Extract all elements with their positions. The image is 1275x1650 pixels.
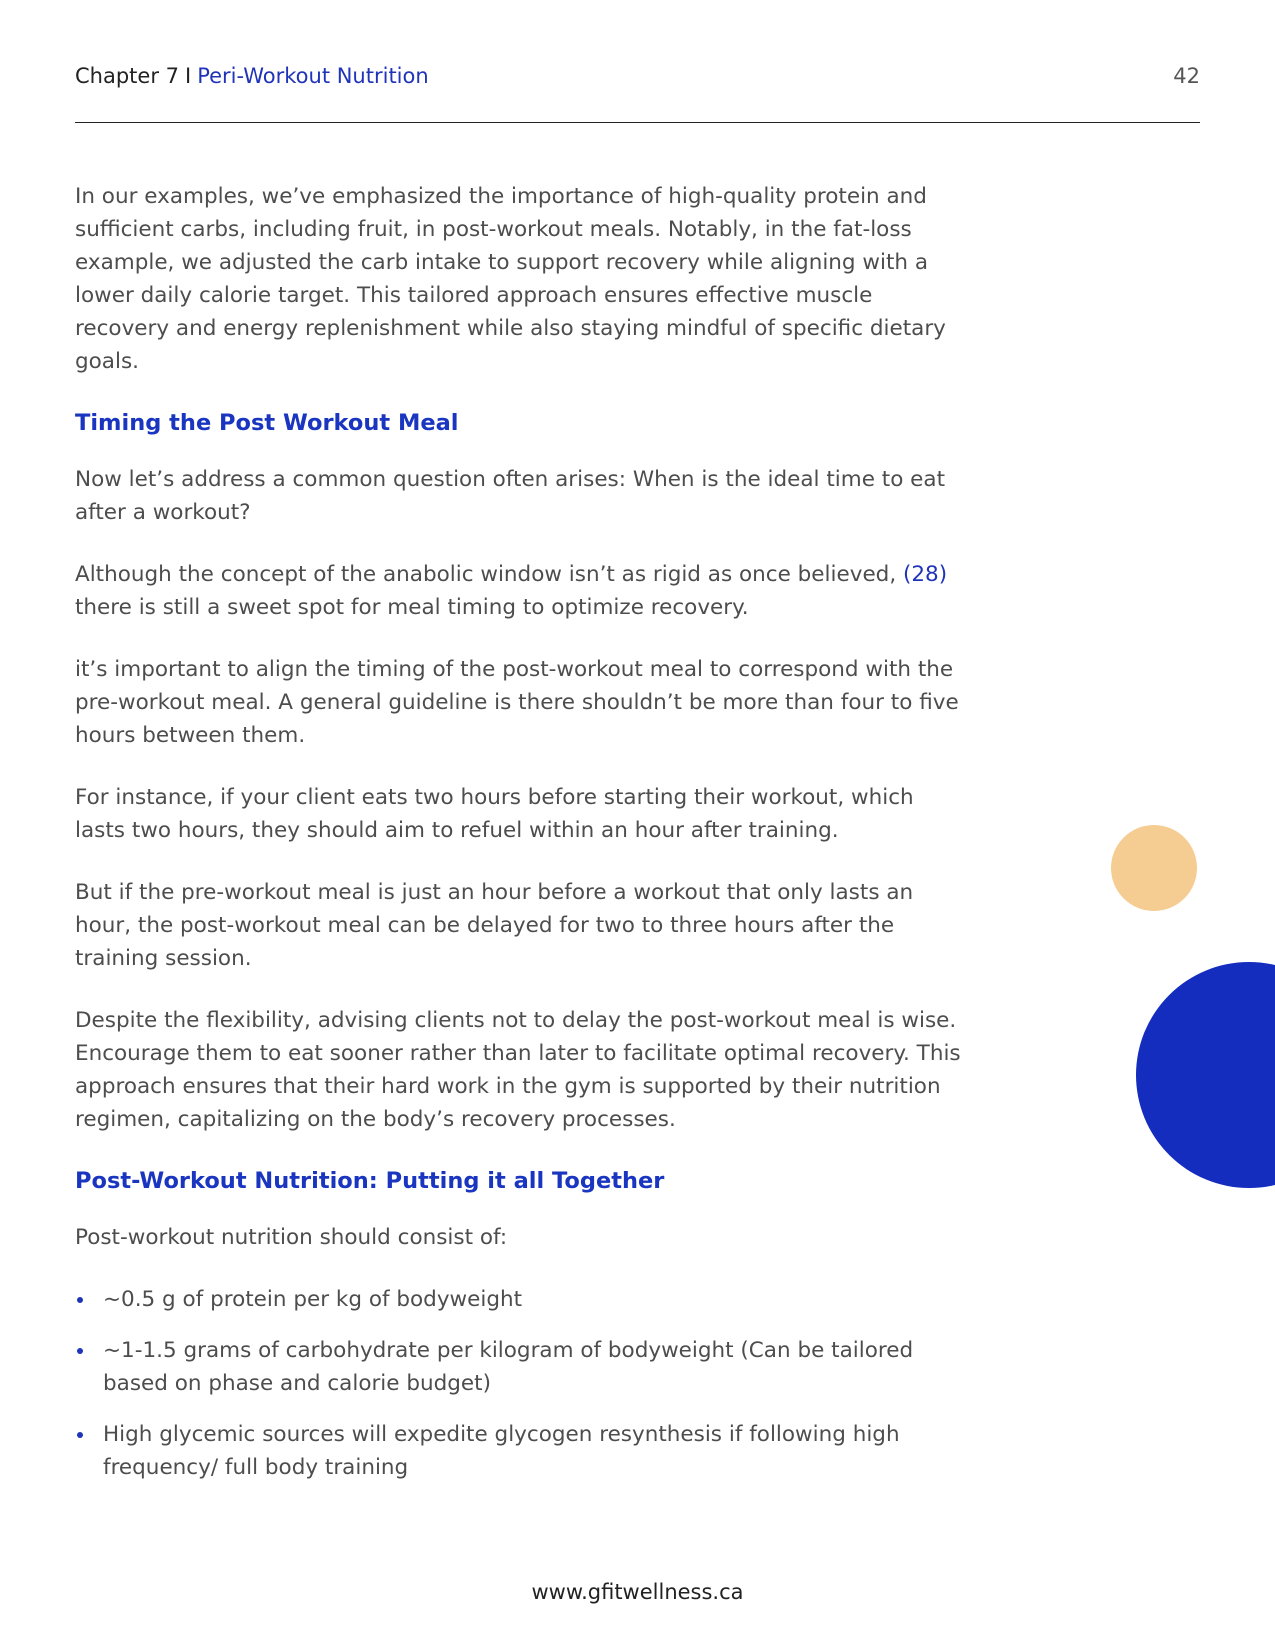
list-item-text: ~1-1.5 grams of carbohydrate per kilogram of bodyweight (Can be tailored based on phase and calorie budget)	[103, 1338, 914, 1396]
paragraph: Post-workout nutrition should consist of:	[75, 1225, 508, 1250]
header-divider	[75, 122, 1200, 123]
nutrition-bullet-list	[75, 1283, 970, 1484]
decorative-orange-circle	[1111, 825, 1197, 911]
citation-link[interactable]: (28)	[902, 562, 948, 587]
paragraph: For instance, if your client eats two hours before starting their workout, which lasts two hours, they should aim to refuel within an hour after training.	[75, 785, 914, 843]
section-heading-timing: Timing the Post Workout Meal	[75, 410, 459, 436]
chapter-label: Chapter 7	[75, 64, 179, 88]
page-content	[75, 180, 970, 1502]
footer-url: www.gfitwellness.ca	[531, 1580, 744, 1604]
paragraph-text: there is still a sweet spot for meal timing to optimize recovery.	[75, 595, 749, 620]
paragraph: Despite the flexibility, advising clients not to delay the post-workout meal is wise. Encourage them to eat sooner rather than later to facilitate optimal recovery. This approach ensures that their hard work in the gym is supported by their nutrition regimen, capitalizing on the body’s recovery processes.	[75, 1008, 961, 1132]
decorative-blue-circle	[1136, 962, 1275, 1188]
paragraph: But if the pre-workout meal is just an hour before a workout that only lasts an hour, the post-workout meal can be delayed for two to three hours after the training session.	[75, 880, 914, 971]
bullet-icon	[77, 1297, 83, 1303]
page-header	[75, 62, 1200, 90]
intro-paragraph: In our examples, we’ve emphasized the importance of high-quality protein and sufficient carbs, including fruit, in post-workout meals. Notably, in the fat-loss example, we adjusted the carb intake to support recovery while aligning with a lower daily calorie target. This tailored approach ensures effective muscle recovery and energy replenishment while also staying mindful of specific dietary goals.	[75, 184, 946, 374]
list-item-text: ~0.5 g of protein per kg of bodyweight	[103, 1287, 523, 1312]
section-heading-putting-together: Post-Workout Nutrition: Putting it all Together	[75, 1168, 665, 1194]
paragraph: Now let’s address a common question often arises: When is the ideal time to eat after a workout?	[75, 467, 946, 525]
chapter-title: Peri-Workout Nutrition	[197, 64, 429, 88]
list-item-text: High glycemic sources will expedite glycogen resynthesis if following high frequency/ full body training	[103, 1422, 900, 1480]
header-separator: I	[185, 64, 192, 88]
list-item	[75, 1283, 970, 1316]
paragraph-with-citation	[75, 558, 970, 624]
list-item	[75, 1418, 970, 1484]
paragraph: it’s important to align the timing of the post-workout meal to correspond with the pre-workout meal. A general guideline is there shouldn’t be more than four to five hours between them.	[75, 657, 959, 748]
list-item	[75, 1334, 970, 1400]
bullet-icon	[77, 1432, 83, 1438]
paragraph-text: Although the concept of the anabolic window isn’t as rigid as once believed,	[75, 562, 903, 587]
bullet-icon	[77, 1348, 83, 1354]
page-number: 42	[1173, 64, 1200, 88]
